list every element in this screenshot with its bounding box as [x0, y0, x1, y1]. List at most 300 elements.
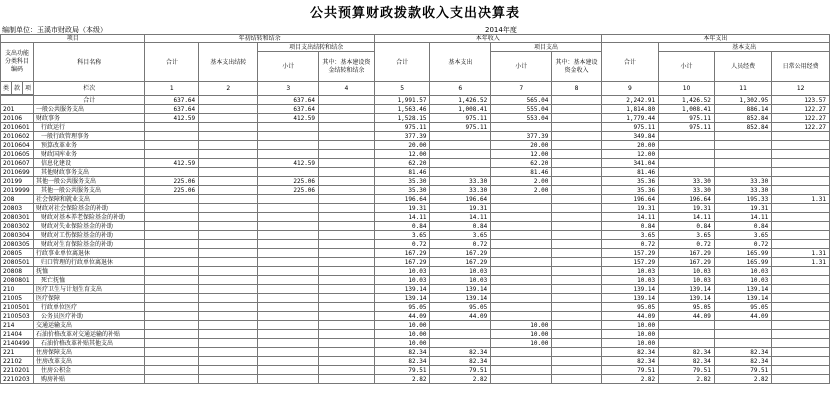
- cell-col-4: [319, 168, 375, 177]
- cell-col-9: 2,242.91: [601, 96, 658, 105]
- cell-col-5: 10.03: [374, 267, 430, 276]
- row-name: 财政对工伤保险基金的补助: [34, 231, 145, 240]
- row-name: 石油价格改革对交通运输的补贴: [34, 330, 145, 339]
- row-code: 20808: [1, 267, 34, 276]
- cell-col-12: [772, 303, 830, 312]
- cell-col-7: [491, 249, 552, 258]
- cell-col-6: [430, 330, 491, 339]
- cell-col-1: [145, 204, 199, 213]
- cell-col-3: [258, 195, 319, 204]
- cell-col-3: [258, 348, 319, 357]
- col-number: 2: [199, 82, 258, 96]
- cell-col-4: [319, 114, 375, 123]
- cell-col-10: 1,008.41: [659, 105, 715, 114]
- cell-col-5: 1,991.57: [374, 96, 430, 105]
- cell-col-2: [199, 132, 258, 141]
- row-code: 2100501: [1, 303, 34, 312]
- table-row: [1, 213, 830, 222]
- cell-col-10: 33.30: [659, 186, 715, 195]
- header-ex-subtotal: 小计: [659, 52, 715, 82]
- row-name: 财政事务: [34, 114, 145, 123]
- cell-col-6: 196.64: [430, 195, 491, 204]
- cell-col-6: 95.05: [430, 303, 491, 312]
- budget-table: [0, 34, 830, 384]
- report-title: 公共预算财政拨款收入支出决算表: [309, 6, 520, 21]
- cell-col-7: [491, 222, 552, 231]
- table-row: [1, 375, 830, 384]
- cell-col-7: [491, 204, 552, 213]
- cell-col-12: 122.27: [772, 123, 830, 132]
- cell-col-3: [258, 285, 319, 294]
- cell-col-2: [199, 375, 258, 384]
- cell-col-12: [772, 348, 830, 357]
- cell-col-1: [145, 312, 199, 321]
- cell-col-12: [772, 366, 830, 375]
- header-bb-project: 项目支出结转和结余: [258, 43, 374, 52]
- cell-col-12: [772, 150, 830, 159]
- row-name: 其他财政事务支出: [34, 168, 145, 177]
- cell-col-1: 637.64: [145, 96, 199, 105]
- table-row: [1, 240, 830, 249]
- table-row: [1, 168, 830, 177]
- cell-col-2: [199, 213, 258, 222]
- cell-col-4: [319, 222, 375, 231]
- row-code: 20199: [1, 177, 34, 186]
- cell-col-6: [430, 141, 491, 150]
- cell-col-4: [319, 366, 375, 375]
- cell-col-1: 412.59: [145, 114, 199, 123]
- cell-col-9: 12.00: [601, 150, 658, 159]
- header-xiang: 项: [23, 82, 34, 95]
- cell-col-7: 10.00: [491, 330, 552, 339]
- cell-col-9: 20.00: [601, 141, 658, 150]
- col-number: 11: [714, 82, 771, 96]
- cell-col-7: 2.00: [491, 177, 552, 186]
- cell-col-5: 20.00: [374, 141, 430, 150]
- row-name: 信息化建设: [34, 159, 145, 168]
- cell-col-9: 95.05: [601, 303, 658, 312]
- cell-col-11: [714, 150, 771, 159]
- cell-col-10: 2.82: [659, 375, 715, 384]
- cell-col-2: [199, 204, 258, 213]
- cell-col-3: [258, 204, 319, 213]
- col-number: 1: [145, 82, 199, 96]
- col-number: 12: [772, 82, 830, 96]
- header-bb-subtotal: 小计: [258, 52, 319, 82]
- cell-col-4: [319, 96, 375, 105]
- cell-col-12: [772, 321, 830, 330]
- cell-col-7: 81.46: [491, 168, 552, 177]
- cell-col-2: [199, 249, 258, 258]
- cell-col-4: [319, 177, 375, 186]
- cell-col-6: 44.09: [430, 312, 491, 321]
- cell-col-2: [199, 303, 258, 312]
- row-name: 财政对失业保险基金的补助: [34, 222, 145, 231]
- cell-col-12: [772, 141, 830, 150]
- table-row: [1, 339, 830, 348]
- cell-col-8: [552, 177, 601, 186]
- cell-col-9: 79.51: [601, 366, 658, 375]
- cell-col-12: 1.31: [772, 195, 830, 204]
- table-row: [1, 312, 830, 321]
- header-kuan: 款: [12, 82, 23, 95]
- header-income: 本年收入: [374, 35, 601, 43]
- cell-col-6: 33.30: [430, 177, 491, 186]
- cell-col-6: 33.30: [430, 186, 491, 195]
- cell-col-1: [145, 168, 199, 177]
- cell-col-11: 14.11: [714, 213, 771, 222]
- cell-col-12: [772, 213, 830, 222]
- cell-col-9: 81.46: [601, 168, 658, 177]
- row-code: 2010601: [1, 123, 34, 132]
- cell-col-4: [319, 186, 375, 195]
- col-number: 7: [491, 82, 552, 96]
- cell-col-2: [199, 330, 258, 339]
- table-row: [1, 249, 830, 258]
- cell-col-5: 10.00: [374, 321, 430, 330]
- cell-col-4: [319, 303, 375, 312]
- cell-col-3: [258, 150, 319, 159]
- cell-col-10: 79.51: [659, 366, 715, 375]
- cell-col-4: [319, 312, 375, 321]
- row-name: 一般行政管理事务: [34, 132, 145, 141]
- cell-col-11: 82.34: [714, 357, 771, 366]
- cell-col-8: [552, 150, 601, 159]
- cell-col-10: 139.14: [659, 285, 715, 294]
- cell-col-8: [552, 258, 601, 267]
- row-code: 20803: [1, 204, 34, 213]
- header-bb-infra: 其中：基本建设资金结转和结余: [319, 52, 375, 82]
- cell-col-1: [145, 258, 199, 267]
- cell-col-10: 975.11: [659, 114, 715, 123]
- table-row: [1, 231, 830, 240]
- cell-col-8: [552, 312, 601, 321]
- row-code: 20106: [1, 114, 34, 123]
- cell-col-3: [258, 141, 319, 150]
- cell-col-1: [145, 240, 199, 249]
- cell-col-1: 637.64: [145, 105, 199, 114]
- cell-col-8: [552, 231, 601, 240]
- cell-col-4: [319, 240, 375, 249]
- cell-col-10: 19.31: [659, 204, 715, 213]
- cell-col-12: [772, 285, 830, 294]
- cell-col-1: [145, 375, 199, 384]
- table-row: [1, 186, 830, 195]
- cell-col-10: 95.05: [659, 303, 715, 312]
- cell-col-8: [552, 321, 601, 330]
- table-row: [1, 366, 830, 375]
- cell-col-1: [145, 141, 199, 150]
- cell-col-6: [430, 132, 491, 141]
- table-row: [1, 348, 830, 357]
- header-lei: 类: [1, 82, 12, 95]
- header-lanci: 栏次: [34, 82, 145, 96]
- row-code: 2010604: [1, 141, 34, 150]
- cell-col-2: [199, 159, 258, 168]
- table-row: [1, 330, 830, 339]
- row-code: 22102: [1, 357, 34, 366]
- cell-col-11: [714, 168, 771, 177]
- cell-col-9: 2.82: [601, 375, 658, 384]
- row-code: 2080302: [1, 222, 34, 231]
- cell-col-9: 196.64: [601, 195, 658, 204]
- cell-col-3: [258, 168, 319, 177]
- row-code: 2100503: [1, 312, 34, 321]
- cell-col-5: 139.14: [374, 294, 430, 303]
- cell-col-9: 341.04: [601, 159, 658, 168]
- table-row: [1, 357, 830, 366]
- cell-col-6: 167.29: [430, 249, 491, 258]
- row-name: 财政国库业务: [34, 150, 145, 159]
- cell-col-11: [714, 321, 771, 330]
- cell-col-7: [491, 231, 552, 240]
- cell-col-4: [319, 375, 375, 384]
- cell-col-7: 10.00: [491, 321, 552, 330]
- cell-col-5: 62.20: [374, 159, 430, 168]
- row-name: 抚恤: [34, 267, 145, 276]
- cell-col-1: 412.59: [145, 159, 199, 168]
- cell-col-10: 0.72: [659, 240, 715, 249]
- total-row: [1, 96, 830, 105]
- col-number: 5: [374, 82, 430, 96]
- table-row: [1, 150, 830, 159]
- row-name: 石油价格改革补贴其他支出: [34, 339, 145, 348]
- cell-col-1: [145, 276, 199, 285]
- cell-col-1: [145, 231, 199, 240]
- cell-col-2: [199, 276, 258, 285]
- cell-col-5: 10.00: [374, 339, 430, 348]
- cell-col-6: [430, 339, 491, 348]
- cell-col-5: 139.14: [374, 285, 430, 294]
- cell-col-10: [659, 132, 715, 141]
- cell-col-5: 12.00: [374, 150, 430, 159]
- row-code: 2210201: [1, 366, 34, 375]
- cell-col-1: [145, 330, 199, 339]
- cell-col-8: [552, 276, 601, 285]
- cell-col-11: 10.03: [714, 276, 771, 285]
- cell-col-7: [491, 123, 552, 132]
- cell-col-2: [199, 222, 258, 231]
- cell-col-8: [552, 159, 601, 168]
- cell-col-9: 82.34: [601, 348, 658, 357]
- cell-col-5: 81.46: [374, 168, 430, 177]
- cell-col-11: 0.72: [714, 240, 771, 249]
- cell-col-1: 225.06: [145, 186, 199, 195]
- cell-col-12: [772, 294, 830, 303]
- cell-col-12: [772, 168, 830, 177]
- cell-col-1: [145, 132, 199, 141]
- cell-col-4: [319, 276, 375, 285]
- row-code: 20805: [1, 249, 34, 258]
- cell-col-1: [145, 294, 199, 303]
- cell-col-4: [319, 132, 375, 141]
- row-name: 合计: [34, 96, 145, 105]
- cell-col-6: 975.11: [430, 114, 491, 123]
- cell-col-9: 1,779.44: [601, 114, 658, 123]
- row-code: 2210203: [1, 375, 34, 384]
- row-code: 208: [1, 195, 34, 204]
- cell-col-5: 975.11: [374, 123, 430, 132]
- header-ex-personnel: 人员经费: [714, 52, 771, 82]
- cell-col-7: 2.00: [491, 186, 552, 195]
- header-in-basic: 基本支出: [430, 43, 491, 82]
- row-name: 其他一般公共服务支出: [34, 177, 145, 186]
- cell-col-7: 553.04: [491, 114, 552, 123]
- cell-col-12: 122.27: [772, 105, 830, 114]
- cell-col-9: 10.03: [601, 267, 658, 276]
- table-row: [1, 195, 830, 204]
- row-code: 210: [1, 285, 34, 294]
- cell-col-2: [199, 312, 258, 321]
- cell-col-7: 565.04: [491, 96, 552, 105]
- cell-col-1: 225.06: [145, 177, 199, 186]
- cell-col-5: 0.84: [374, 222, 430, 231]
- row-code: 2010605: [1, 150, 34, 159]
- cell-col-12: 122.27: [772, 114, 830, 123]
- cell-col-3: [258, 375, 319, 384]
- cell-col-1: [145, 348, 199, 357]
- cell-col-1: [145, 285, 199, 294]
- cell-col-6: 139.14: [430, 285, 491, 294]
- cell-col-8: [552, 366, 601, 375]
- cell-col-11: 165.99: [714, 258, 771, 267]
- cell-col-3: 225.06: [258, 186, 319, 195]
- cell-col-11: 95.05: [714, 303, 771, 312]
- cell-col-4: [319, 195, 375, 204]
- cell-col-1: [145, 366, 199, 375]
- table-row: [1, 123, 830, 132]
- cell-col-10: 196.64: [659, 195, 715, 204]
- cell-col-6: [430, 168, 491, 177]
- cell-col-3: [258, 240, 319, 249]
- cell-col-5: 167.29: [374, 249, 430, 258]
- cell-col-7: [491, 357, 552, 366]
- cell-col-2: [199, 123, 258, 132]
- cell-col-1: [145, 195, 199, 204]
- cell-col-6: 19.31: [430, 204, 491, 213]
- cell-col-8: [552, 96, 601, 105]
- cell-col-12: 123.57: [772, 96, 830, 105]
- cell-col-10: 975.11: [659, 123, 715, 132]
- cell-col-1: [145, 321, 199, 330]
- header-ex-public: 日常公用经费: [772, 52, 830, 82]
- cell-col-9: 1,814.80: [601, 105, 658, 114]
- cell-col-11: [714, 141, 771, 150]
- cell-col-3: [258, 303, 319, 312]
- cell-col-8: [552, 303, 601, 312]
- cell-col-3: 412.59: [258, 114, 319, 123]
- cell-col-4: [319, 231, 375, 240]
- cell-col-5: 2.82: [374, 375, 430, 384]
- header-in-total: 合计: [374, 43, 430, 82]
- cell-col-12: [772, 231, 830, 240]
- row-code: 2080801: [1, 276, 34, 285]
- cell-col-10: [659, 339, 715, 348]
- table-row: [1, 105, 830, 114]
- cell-col-7: [491, 375, 552, 384]
- row-code: 201: [1, 105, 34, 114]
- row-code: 2080301: [1, 213, 34, 222]
- header-project: 项目: [1, 35, 145, 43]
- cell-col-11: 886.14: [714, 105, 771, 114]
- cell-col-6: 0.72: [430, 240, 491, 249]
- cell-col-10: 167.29: [659, 258, 715, 267]
- cell-col-2: [199, 258, 258, 267]
- cell-col-9: 349.84: [601, 132, 658, 141]
- cell-col-5: 82.34: [374, 348, 430, 357]
- cell-col-6: 975.11: [430, 123, 491, 132]
- cell-col-9: 35.36: [601, 177, 658, 186]
- cell-col-5: 44.09: [374, 312, 430, 321]
- col-number: 10: [659, 82, 715, 96]
- cell-col-12: [772, 276, 830, 285]
- cell-col-5: 19.31: [374, 204, 430, 213]
- cell-col-8: [552, 114, 601, 123]
- row-name: 财政对生育保险基金的补助: [34, 240, 145, 249]
- cell-col-3: [258, 366, 319, 375]
- table-row: [1, 141, 830, 150]
- cell-col-8: [552, 168, 601, 177]
- cell-col-8: [552, 186, 601, 195]
- header-in-project: 项目支出: [491, 43, 602, 52]
- cell-col-9: 0.72: [601, 240, 658, 249]
- cell-col-5: 3.65: [374, 231, 430, 240]
- table-row: [1, 177, 830, 186]
- cell-col-9: 157.29: [601, 258, 658, 267]
- cell-col-11: 852.84: [714, 114, 771, 123]
- col-number: 3: [258, 82, 319, 96]
- cell-col-7: 20.00: [491, 141, 552, 150]
- cell-col-2: [199, 141, 258, 150]
- cell-col-4: [319, 150, 375, 159]
- cell-col-6: [430, 321, 491, 330]
- cell-col-7: [491, 348, 552, 357]
- cell-col-2: [199, 168, 258, 177]
- cell-col-3: 225.06: [258, 177, 319, 186]
- cell-col-3: [258, 258, 319, 267]
- row-name: 住房保障支出: [34, 348, 145, 357]
- cell-col-5: 14.11: [374, 213, 430, 222]
- cell-col-12: 1.31: [772, 258, 830, 267]
- col-number: 9: [601, 82, 658, 96]
- row-code: 2010607: [1, 159, 34, 168]
- header-in-subtotal: 小计: [491, 52, 552, 82]
- cell-col-4: [319, 294, 375, 303]
- cell-col-5: 35.30: [374, 186, 430, 195]
- row-code: 214: [1, 321, 34, 330]
- table-body: [1, 35, 830, 384]
- cell-col-4: [319, 348, 375, 357]
- row-code: 21404: [1, 330, 34, 339]
- cell-col-11: 2.82: [714, 375, 771, 384]
- cell-col-4: [319, 285, 375, 294]
- cell-col-3: [258, 222, 319, 231]
- row-name: 住房改革支出: [34, 357, 145, 366]
- cell-col-8: [552, 132, 601, 141]
- cell-col-11: [714, 159, 771, 168]
- cell-col-10: 0.84: [659, 222, 715, 231]
- cell-col-1: [145, 357, 199, 366]
- cell-col-11: [714, 132, 771, 141]
- header-code: 支出功能分类科目编码: [1, 43, 34, 82]
- row-name: 预算改革业务: [34, 141, 145, 150]
- cell-col-5: 1,528.15: [374, 114, 430, 123]
- cell-col-10: [659, 150, 715, 159]
- cell-col-5: 0.72: [374, 240, 430, 249]
- cell-col-10: 82.34: [659, 348, 715, 357]
- header-bb-basic: 基本支出结转: [199, 43, 258, 82]
- cell-col-10: [659, 159, 715, 168]
